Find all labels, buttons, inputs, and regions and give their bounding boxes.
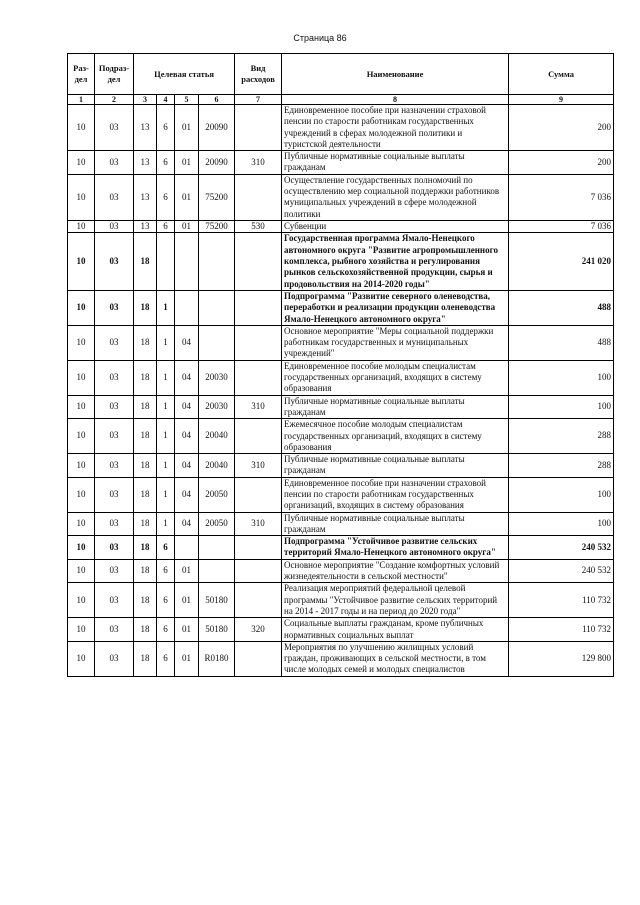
- program-code-cell: 18: [134, 395, 157, 419]
- podrazdel-cell: 03: [95, 477, 134, 512]
- expense-type-cell: [235, 583, 282, 618]
- program-code-cell: 18: [134, 641, 157, 676]
- program-code-cell: 18: [134, 290, 157, 325]
- podrazdel-cell: 03: [95, 151, 134, 175]
- razdel-cell: 10: [68, 618, 95, 642]
- activity-code-cell: 04: [175, 360, 199, 395]
- name-cell: Публичные нормативные социальные выплаты гражданам: [282, 512, 509, 536]
- amount-cell: 288: [509, 454, 614, 478]
- table-row: [68, 512, 614, 536]
- amount-cell: 488: [509, 290, 614, 325]
- razdel-cell: 10: [68, 290, 95, 325]
- name-cell: Основное мероприятие "Меры социальной поддержки работникам государственных и муниципальных учреждений": [282, 325, 509, 360]
- table-row: [68, 395, 614, 419]
- subprogram-code-cell: 1: [157, 477, 175, 512]
- amount-cell: 129 800: [509, 641, 614, 676]
- name-cell: Основное мероприятие "Создание комфортных условий жизнедеятельности в сельской местности": [282, 559, 509, 583]
- expense-type-cell: 310: [235, 395, 282, 419]
- subprogram-code-cell: 1: [157, 419, 175, 454]
- activity-code-cell: 04: [175, 454, 199, 478]
- expense-type-cell: 530: [235, 220, 282, 233]
- direction-code-cell: 50180: [199, 618, 235, 642]
- amount-cell: 100: [509, 512, 614, 536]
- name-cell: Публичные нормативные социальные выплаты гражданам: [282, 395, 509, 419]
- name-cell: Социальные выплаты гражданам, кроме публичных нормативных социальных выплат: [282, 618, 509, 642]
- activity-code-cell: [175, 536, 199, 560]
- razdel-cell: 10: [68, 536, 95, 560]
- direction-code-cell: [199, 536, 235, 560]
- name-cell: Единовременное пособие при назначении страховой пенсии по старости работникам государственных учреждений в сферах молодежной политики и туристской деятельности: [282, 105, 509, 151]
- table-row: [68, 583, 614, 618]
- col-header-sum: Сумма: [509, 54, 614, 95]
- program-code-cell: 18: [134, 559, 157, 583]
- activity-code-cell: 04: [175, 395, 199, 419]
- activity-code-cell: [175, 233, 199, 290]
- razdel-cell: 10: [68, 174, 95, 220]
- razdel-cell: 10: [68, 559, 95, 583]
- podrazdel-cell: 03: [95, 512, 134, 536]
- amount-cell: 100: [509, 395, 614, 419]
- subprogram-code-cell: 1: [157, 454, 175, 478]
- name-cell: Публичные нормативные социальные выплаты гражданам: [282, 151, 509, 175]
- podrazdel-cell: 03: [95, 583, 134, 618]
- activity-code-cell: 01: [175, 583, 199, 618]
- col-header-podrazdel: Подраз-дел: [95, 54, 134, 95]
- razdel-cell: 10: [68, 641, 95, 676]
- header-row: [68, 54, 614, 95]
- subprogram-code-cell: 6: [157, 220, 175, 233]
- col-number: 1: [68, 95, 95, 105]
- activity-code-cell: 01: [175, 151, 199, 175]
- direction-code-cell: [199, 559, 235, 583]
- podrazdel-cell: 03: [95, 419, 134, 454]
- expense-type-cell: [235, 290, 282, 325]
- direction-code-cell: 75200: [199, 174, 235, 220]
- subprogram-code-cell: [157, 233, 175, 290]
- podrazdel-cell: 03: [95, 454, 134, 478]
- col-header-razdel: Раз-дел: [68, 54, 95, 95]
- direction-code-cell: 20040: [199, 454, 235, 478]
- expense-type-cell: [235, 536, 282, 560]
- razdel-cell: 10: [68, 105, 95, 151]
- activity-code-cell: 04: [175, 325, 199, 360]
- activity-code-cell: 01: [175, 559, 199, 583]
- program-code-cell: 13: [134, 151, 157, 175]
- amount-cell: 200: [509, 151, 614, 175]
- direction-code-cell: 20030: [199, 395, 235, 419]
- col-number: 4: [157, 95, 175, 105]
- program-code-cell: 13: [134, 174, 157, 220]
- amount-cell: 240 532: [509, 536, 614, 560]
- name-cell: Ежемесячное пособие молодым специалистам государственных организаций, входящих в систему образования: [282, 419, 509, 454]
- name-cell: Подпрограмма "Развитие северного оленеводства, переработки и реализации продукции оленеводства Ямало-Ненецкого автономного округа": [282, 290, 509, 325]
- expense-type-cell: 310: [235, 512, 282, 536]
- table-row: [68, 536, 614, 560]
- direction-code-cell: 20090: [199, 151, 235, 175]
- table-row: [68, 233, 614, 290]
- name-cell: Единовременное пособие молодым специалистам государственных организаций, входящих в систему образования: [282, 360, 509, 395]
- direction-code-cell: R0180: [199, 641, 235, 676]
- table-row: [68, 419, 614, 454]
- amount-cell: 240 532: [509, 559, 614, 583]
- column-number-row: [68, 95, 614, 105]
- subprogram-code-cell: 1: [157, 395, 175, 419]
- direction-code-cell: 20090: [199, 105, 235, 151]
- amount-cell: 100: [509, 360, 614, 395]
- page-header: Страница 86: [293, 33, 347, 43]
- name-cell: Мероприятия по улучшению жилищных условий граждан, проживающих в сельской местности, в том числе молодых семей и молодых специалистов: [282, 641, 509, 676]
- name-cell: Реализация мероприятий федеральной целевой программы "Устойчивое развитие сельских территорий на 2014 - 2017 годы и на период до 2020 года": [282, 583, 509, 618]
- razdel-cell: 10: [68, 419, 95, 454]
- expense-type-cell: [235, 419, 282, 454]
- subprogram-code-cell: 6: [157, 105, 175, 151]
- amount-cell: 7 036: [509, 174, 614, 220]
- subprogram-code-cell: 1: [157, 512, 175, 536]
- expense-type-cell: [235, 641, 282, 676]
- table-row: [68, 174, 614, 220]
- col-number: 7: [235, 95, 282, 105]
- name-cell: Субвенции: [282, 220, 509, 233]
- col-header-name: Наименование: [282, 54, 509, 95]
- subprogram-code-cell: 6: [157, 151, 175, 175]
- table-row: [68, 360, 614, 395]
- podrazdel-cell: 03: [95, 641, 134, 676]
- expense-type-cell: [235, 559, 282, 583]
- program-code-cell: 18: [134, 618, 157, 642]
- program-code-cell: 18: [134, 583, 157, 618]
- expense-type-cell: [235, 233, 282, 290]
- podrazdel-cell: 03: [95, 325, 134, 360]
- podrazdel-cell: 03: [95, 536, 134, 560]
- name-cell: Подпрограмма "Устойчивое развитие сельских территорий Ямало-Ненецкого автономного округа": [282, 536, 509, 560]
- col-number: 6: [199, 95, 235, 105]
- program-code-cell: 18: [134, 233, 157, 290]
- expense-type-cell: [235, 325, 282, 360]
- direction-code-cell: 20050: [199, 512, 235, 536]
- subprogram-code-cell: 6: [157, 583, 175, 618]
- expense-type-cell: [235, 174, 282, 220]
- podrazdel-cell: 03: [95, 290, 134, 325]
- activity-code-cell: 01: [175, 641, 199, 676]
- subprogram-code-cell: 1: [157, 290, 175, 325]
- program-code-cell: 13: [134, 105, 157, 151]
- direction-code-cell: [199, 325, 235, 360]
- table-row: [68, 641, 614, 676]
- program-code-cell: 18: [134, 477, 157, 512]
- subprogram-code-cell: 6: [157, 536, 175, 560]
- razdel-cell: 10: [68, 477, 95, 512]
- col-header-vid: Вид расходов: [235, 54, 282, 95]
- direction-code-cell: 50180: [199, 583, 235, 618]
- direction-code-cell: 20030: [199, 360, 235, 395]
- podrazdel-cell: 03: [95, 233, 134, 290]
- subprogram-code-cell: 6: [157, 641, 175, 676]
- amount-cell: 100: [509, 477, 614, 512]
- activity-code-cell: 04: [175, 419, 199, 454]
- col-number: 9: [509, 95, 614, 105]
- table-body: [68, 105, 614, 677]
- program-code-cell: 18: [134, 512, 157, 536]
- table-row: [68, 151, 614, 175]
- program-code-cell: 18: [134, 454, 157, 478]
- amount-cell: 110 732: [509, 583, 614, 618]
- activity-code-cell: [175, 290, 199, 325]
- direction-code-cell: [199, 233, 235, 290]
- razdel-cell: 10: [68, 583, 95, 618]
- razdel-cell: 10: [68, 395, 95, 419]
- subprogram-code-cell: 1: [157, 360, 175, 395]
- table-row: [68, 559, 614, 583]
- name-cell: Государственная программа Ямало-Ненецкого автономного округа "Развитие агропромышленного комплекса, рыбного хозяйства и регулирования рынков сельскохозяйственной продукции, сырья и продовольствия на 2014-2020 годы": [282, 233, 509, 290]
- program-code-cell: 18: [134, 360, 157, 395]
- subprogram-code-cell: 1: [157, 325, 175, 360]
- expense-type-cell: 310: [235, 454, 282, 478]
- col-header-target: Целевая статья: [134, 54, 235, 95]
- amount-cell: 7 036: [509, 220, 614, 233]
- razdel-cell: 10: [68, 360, 95, 395]
- table-row: [68, 220, 614, 233]
- podrazdel-cell: 03: [95, 105, 134, 151]
- expense-type-cell: [235, 477, 282, 512]
- activity-code-cell: 01: [175, 618, 199, 642]
- subprogram-code-cell: 6: [157, 559, 175, 583]
- razdel-cell: 10: [68, 454, 95, 478]
- table-row: [68, 290, 614, 325]
- activity-code-cell: 04: [175, 477, 199, 512]
- podrazdel-cell: 03: [95, 360, 134, 395]
- col-number: 3: [134, 95, 157, 105]
- razdel-cell: 10: [68, 233, 95, 290]
- amount-cell: 488: [509, 325, 614, 360]
- program-code-cell: 18: [134, 325, 157, 360]
- amount-cell: 110 732: [509, 618, 614, 642]
- name-cell: Осуществление государственных полномочий по осуществлению мер социальной поддержки работников муниципальных учреждений в сфере молодежной политики: [282, 174, 509, 220]
- razdel-cell: 10: [68, 220, 95, 233]
- amount-cell: 241 020: [509, 233, 614, 290]
- expense-type-cell: [235, 360, 282, 395]
- name-cell: Единовременное пособие при назначении страховой пенсии по старости работникам государственных организаций, входящих в систему образования: [282, 477, 509, 512]
- program-code-cell: 18: [134, 536, 157, 560]
- table-row: [68, 477, 614, 512]
- razdel-cell: 10: [68, 151, 95, 175]
- expense-type-cell: [235, 105, 282, 151]
- expense-type-cell: 310: [235, 151, 282, 175]
- col-number: 5: [175, 95, 199, 105]
- amount-cell: 288: [509, 419, 614, 454]
- name-cell: Публичные нормативные социальные выплаты гражданам: [282, 454, 509, 478]
- podrazdel-cell: 03: [95, 559, 134, 583]
- table-row: [68, 454, 614, 478]
- direction-code-cell: [199, 290, 235, 325]
- razdel-cell: 10: [68, 512, 95, 536]
- podrazdel-cell: 03: [95, 618, 134, 642]
- podrazdel-cell: 03: [95, 220, 134, 233]
- activity-code-cell: 01: [175, 220, 199, 233]
- razdel-cell: 10: [68, 325, 95, 360]
- direction-code-cell: 20040: [199, 419, 235, 454]
- col-number: 2: [95, 95, 134, 105]
- table-row: [68, 105, 614, 151]
- program-code-cell: 13: [134, 220, 157, 233]
- subprogram-code-cell: 6: [157, 618, 175, 642]
- table-row: [68, 618, 614, 642]
- amount-cell: 200: [509, 105, 614, 151]
- podrazdel-cell: 03: [95, 395, 134, 419]
- activity-code-cell: 04: [175, 512, 199, 536]
- activity-code-cell: 01: [175, 174, 199, 220]
- direction-code-cell: 20050: [199, 477, 235, 512]
- program-code-cell: 18: [134, 419, 157, 454]
- podrazdel-cell: 03: [95, 174, 134, 220]
- activity-code-cell: 01: [175, 105, 199, 151]
- table-row: [68, 325, 614, 360]
- expense-type-cell: 320: [235, 618, 282, 642]
- subprogram-code-cell: 6: [157, 174, 175, 220]
- col-number: 8: [282, 95, 509, 105]
- budget-table: [67, 53, 614, 677]
- direction-code-cell: 75200: [199, 220, 235, 233]
